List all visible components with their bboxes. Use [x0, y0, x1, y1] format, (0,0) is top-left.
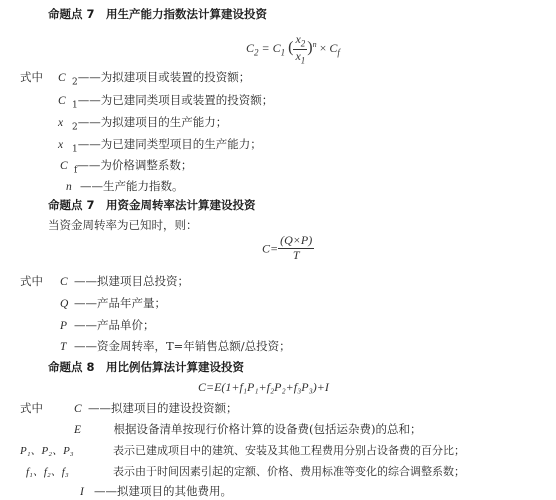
definition-row: Q ——产品年产量； — [60, 296, 166, 310]
section-heading-capital-turnover: 命题点 7 用资金周转率法计算建设投资 — [48, 198, 256, 212]
definition-row: C $_f$——为价格调整系数； — [60, 158, 193, 176]
formula-capital-turnover: C= $\frac{(Q\times P)}{T}$ — [262, 233, 313, 262]
definition-row: C $_1$——为已建同类项目或装置的投资额； — [58, 93, 274, 111]
definition-row: C $_2$——为拟建项目或装置的投资额； — [58, 70, 251, 88]
definition-row: I ——拟建项目的其他费用。 — [80, 484, 232, 498]
where-label: 式中 — [20, 274, 43, 288]
definition-row: f₁、f₂、f₃ 表示由于时间因素引起的定额、价格、费用标准等变化的综合调整系数； — [26, 465, 465, 478]
definition-row: E 根据设备清单按现行价格计算的设备费(包括运杂费)的总和； — [74, 422, 422, 436]
intro-text: 当资金周转率为已知时，则： — [48, 218, 198, 232]
section-heading-proportional-estimate: 命题点 8 用比例估算法计算建设投资 — [48, 360, 245, 374]
formula-proportional-estimate: C=E(1+f₁P₁+f₂P₂+f₃P₃)+I — [198, 380, 329, 394]
definition-row: P₁、P₂、P₃ 表示已建成项目中的建筑、安装及其他工程费用分别占设备费的百分比； — [20, 444, 465, 457]
definition-row: C ——拟建项目总投资； — [60, 274, 189, 288]
section-heading-capacity-index: 命题点 7 用生产能力指数法计算建设投资 — [48, 7, 268, 21]
definition-row: P ——产品单价； — [60, 318, 155, 332]
formula-capacity-index: $C_2 = C_1$ ( $\frac{x_2}{x_1}$ )$^n \times C_f$ — [246, 32, 340, 66]
definition-row: T ——资金周转率，T=年销售总额/总投资； — [60, 339, 291, 353]
definition-row: C ——拟建项目的建设投资额； — [74, 401, 238, 415]
where-label: 式中 — [20, 70, 43, 84]
where-label: 式中 — [20, 401, 43, 415]
definition-row: n ——生产能力指数。 — [66, 179, 184, 193]
definition-row: x $_2$——为拟建项目的生产能力； — [58, 115, 228, 133]
definition-row: x $_1$——为已建同类型项目的生产能力； — [58, 137, 262, 155]
